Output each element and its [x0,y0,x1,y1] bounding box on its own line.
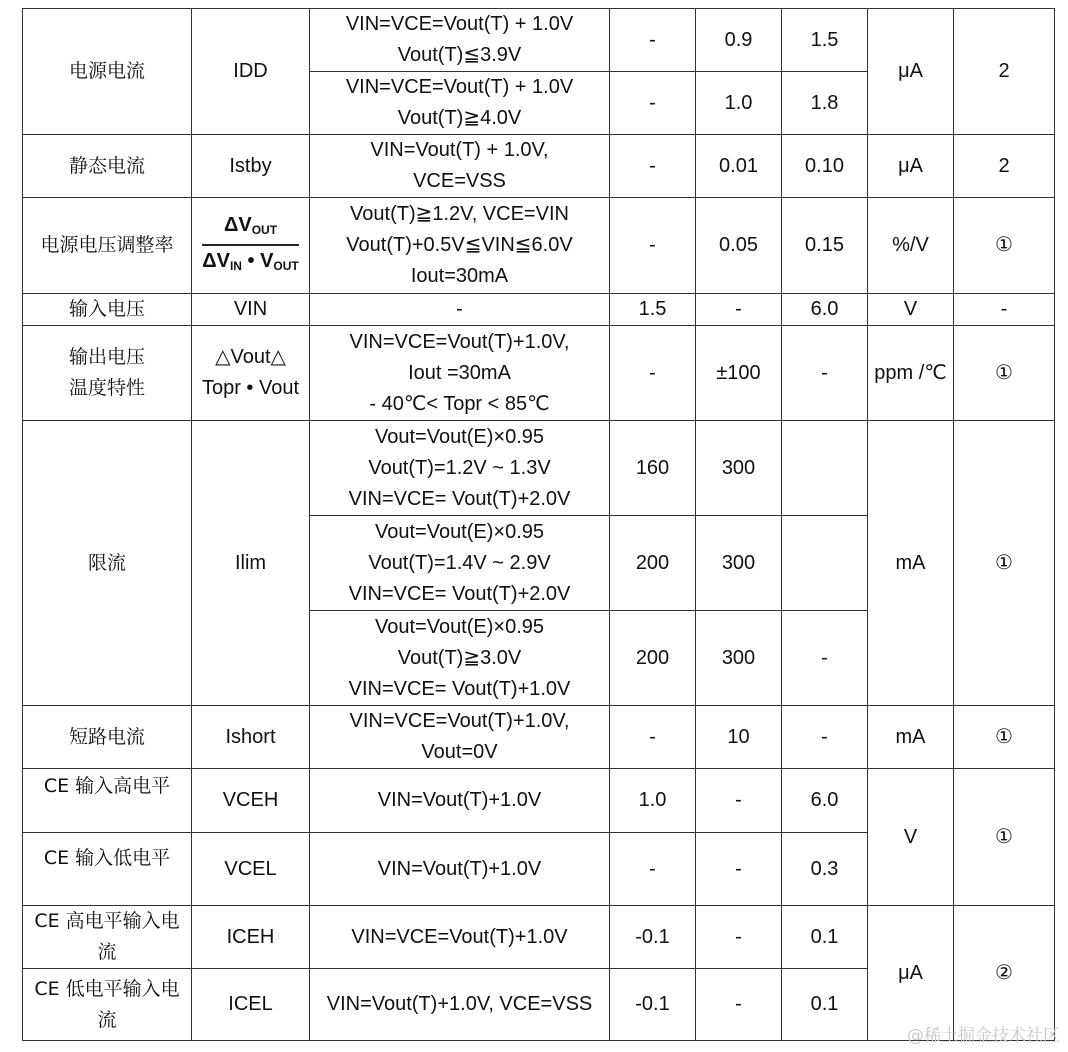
condition-cell [310,611,610,706]
condition-line: Vout=Vout(E)×0.95 [374,520,545,543]
min-value: - [610,198,696,294]
condition-line: Iout=30mA [410,265,509,287]
regulation-fraction [202,211,299,281]
min-value: 1.5 [610,294,696,326]
param-name: CE 输入高电平 [23,769,192,833]
table-row [23,198,1055,294]
min-value: 200 [610,516,696,611]
param-symbol: Ilim [192,421,310,706]
min-value: - [610,326,696,421]
max-value: 6.0 [782,294,868,326]
condition-cell: VIN=Vout(T)+1.0V, VCE=VSS [310,969,610,1041]
param-name: 输出电压 温度特性 [23,326,192,421]
param-name: 电源电流 [23,9,192,135]
param-symbol: VCEH [192,769,310,833]
table-row [23,9,1055,72]
note-cell: ① [954,198,1055,294]
condition-line: VIN=VCE=Vout(T) + 1.0V [345,13,574,35]
max-value: - [782,326,868,421]
condition-line: VIN=VCE=Vout(T)+1.0V, [349,330,570,353]
typ-value: 1.0 [696,72,782,135]
max-value: 0.15 [782,198,868,294]
note-cell: ① [954,326,1055,421]
typ-value: 0.9 [696,9,782,72]
param-name: 输入电压 [23,294,192,326]
note-cell: 2 [954,9,1055,135]
note-cell: ① [954,421,1055,706]
condition-line: VIN=VCE=Vout(T)+1.0V, [349,710,570,732]
condition-line: Vout(T)+0.5V≦VIN≦6.0V [346,234,573,256]
condition-cell: VIN=VCE=Vout(T)+1.0V [310,906,610,969]
typ-value: 0.05 [696,198,782,294]
condition-line: VCE=VSS [413,170,506,192]
min-value: -0.1 [610,906,696,969]
param-symbol: ICEL [192,969,310,1041]
param-symbol: ICEH [192,906,310,969]
param-name: 短路电流 [23,706,192,769]
condition-cell [310,72,610,135]
unit-cell: μA [868,9,954,135]
condition-line: VIN=VCE=Vout(T) + 1.0V [345,76,574,98]
unit-cell: %/V [868,198,954,294]
typ-value: 10 [696,706,782,769]
condition-line: VIN=VCE= Vout(T)+1.0V [348,677,571,700]
max-value: 1.5 [782,9,868,72]
max-value: 0.1 [782,969,868,1041]
max-value: 6.0 [782,769,868,833]
condition-cell [310,9,610,72]
condition-line: VIN=Vout(T) + 1.0V, [370,139,549,161]
condition-line: Vout=Vout(E)×0.95 [374,615,545,638]
fraction-numerator: $\Delta V_{OUT}$ [202,211,299,246]
condition-cell [310,421,610,516]
typ-value: ±100 [696,326,782,421]
condition-line: Vout(T)=1.2V ~ 1.3V [368,456,551,479]
typ-value: 0.01 [696,135,782,198]
condition-cell: VIN=Vout(T)+1.0V [310,769,610,833]
max-value: 0.1 [782,906,868,969]
table-row [23,769,1055,833]
condition-line: VIN=VCE= Vout(T)+2.0V [348,582,571,605]
typ-value: - [696,769,782,833]
condition-line: Vout(T)≦3.9V [397,44,522,66]
param-symbol: VIN [192,294,310,326]
min-value: 1.0 [610,769,696,833]
min-value: 160 [610,421,696,516]
typ-value: - [696,969,782,1041]
spec-table [22,8,1055,1041]
max-value [782,421,868,516]
typ-value: 300 [696,516,782,611]
table-row [23,135,1055,198]
max-value: 0.3 [782,833,868,906]
param-symbol: IDD [192,9,310,135]
min-value: - [610,706,696,769]
min-value: - [610,135,696,198]
min-value: -0.1 [610,969,696,1041]
condition-cell: - [310,294,610,326]
note-cell: - [954,294,1055,326]
condition-line: Vout(T)≧3.0V [397,646,522,669]
min-value: - [610,72,696,135]
condition-line: VIN=VCE= Vout(T)+2.0V [348,487,571,510]
param-symbol: Ishort [192,706,310,769]
typ-value: 300 [696,611,782,706]
table-row [23,294,1055,326]
table-row [23,421,1055,516]
param-symbol: Istby [192,135,310,198]
param-symbol: VCEL [192,833,310,906]
param-name: 限流 [23,421,192,706]
condition-cell [310,706,610,769]
param-name: 电源电压调整率 [23,198,192,294]
condition-cell [310,198,610,294]
param-name: 静态电流 [23,135,192,198]
param-name: CE 输入低电平 [23,833,192,906]
condition-cell: VIN=Vout(T)+1.0V [310,833,610,906]
table-row [23,906,1055,969]
note-cell: ② [954,906,1055,1041]
unit-cell: μA [868,906,954,1041]
condition-cell [310,135,610,198]
typ-value: - [696,833,782,906]
table-row [23,706,1055,769]
param-name: CE 低电平输入电 流 [23,969,192,1041]
unit-cell: mA [868,421,954,706]
condition-line: Vout=Vout(E)×0.95 [374,425,545,448]
max-value: 1.8 [782,72,868,135]
max-value: - [782,611,868,706]
param-name: CE 高电平输入电 流 [23,906,192,969]
note-cell: 2 [954,135,1055,198]
condition-cell [310,326,610,421]
condition-line: Vout=0V [421,741,498,763]
watermark: @稀土掘金技术社区 [907,1026,1060,1046]
condition-line: Vout(T)=1.4V ~ 2.9V [368,551,551,574]
max-value: - [782,706,868,769]
note-cell: ① [954,706,1055,769]
note-cell: ① [954,769,1055,906]
condition-cell [310,516,610,611]
unit-cell: μA [868,135,954,198]
min-value: - [610,9,696,72]
fraction-denominator: $\Delta V_{IN}$ • $V_{OUT}$ [202,249,299,273]
param-symbol: △Vout△ Topr • Vout [192,326,310,421]
table-row [23,326,1055,421]
unit-cell: V [868,294,954,326]
max-value [782,516,868,611]
min-value: - [610,833,696,906]
typ-value: - [696,906,782,969]
typ-value: 300 [696,421,782,516]
unit-cell: ppm /℃ [868,326,954,421]
condition-line: - 40℃< Topr < 85℃ [369,392,550,415]
typ-value: - [696,294,782,326]
param-symbol [192,198,310,294]
condition-line: Iout =30mA [408,361,511,384]
max-value: 0.10 [782,135,868,198]
unit-cell: mA [868,706,954,769]
condition-line: Vout(T)≧1.2V, VCE=VIN [350,203,569,225]
min-value: 200 [610,611,696,706]
condition-line: Vout(T)≧4.0V [397,107,522,129]
unit-cell: V [868,769,954,906]
